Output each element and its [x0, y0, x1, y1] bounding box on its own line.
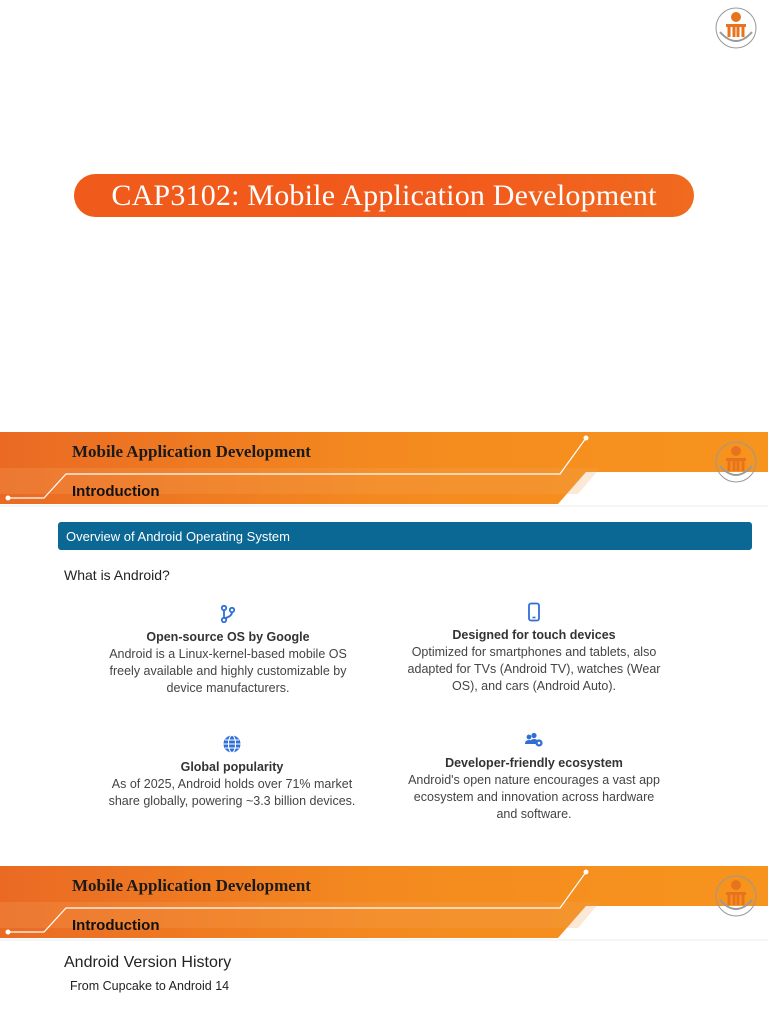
globe-icon: [222, 734, 242, 754]
slide-header: [0, 432, 768, 504]
header-title: Mobile Application Development: [72, 876, 311, 895]
overview-slide: [0, 432, 768, 866]
university-logo-icon: [714, 6, 758, 50]
version-history-title: Android Version History: [64, 954, 232, 971]
feature-card-open-source: [88, 604, 368, 697]
header-subtitle: Introduction: [72, 917, 160, 934]
feature-card-developer-ecosystem: [394, 730, 674, 823]
card-title: Developer-friendly ecosystem: [445, 756, 623, 770]
feature-card-global-popularity: [92, 734, 372, 810]
card-description: Android's open nature encourages a vast app ecosystem and innovation across hardware and software.: [408, 773, 660, 821]
version-history-subtitle: From Cupcake to Android 14: [70, 979, 230, 993]
card-description: As of 2025, Android holds over 71% market share globally, powering ~3.3 billion devices.: [108, 777, 356, 808]
card-description: Optimized for smartphones and tablets, also adapted for TVs (Android TV), watches (Wear OS), and cars (Android Auto).: [407, 645, 661, 693]
git-branch-icon: [218, 604, 238, 624]
question-text: What is Android?: [64, 567, 170, 583]
header-subtitle: Introduction: [72, 483, 160, 500]
version-history-slide: [0, 866, 768, 1024]
header-title: Mobile Application Development: [72, 442, 311, 461]
card-description: Android is a Linux-kernel-based mobile OS freely available and highly customizable by device manufacturers.: [109, 647, 347, 695]
card-title: Designed for touch devices: [452, 628, 616, 642]
title-slide: [0, 0, 768, 432]
feature-card-touch-devices: [394, 602, 674, 695]
university-logo-icon: [714, 874, 758, 918]
university-logo-icon: [714, 440, 758, 484]
card-title: Global popularity: [180, 760, 284, 774]
smartphone-icon: [524, 602, 544, 622]
section-heading: Overview of Android Operating System: [58, 522, 752, 550]
slide-header: [0, 866, 768, 938]
course-title: CAP3102: Mobile Application Development: [74, 174, 694, 217]
users-gear-icon: [524, 730, 544, 750]
card-title: Open-source OS by Google: [146, 630, 310, 644]
